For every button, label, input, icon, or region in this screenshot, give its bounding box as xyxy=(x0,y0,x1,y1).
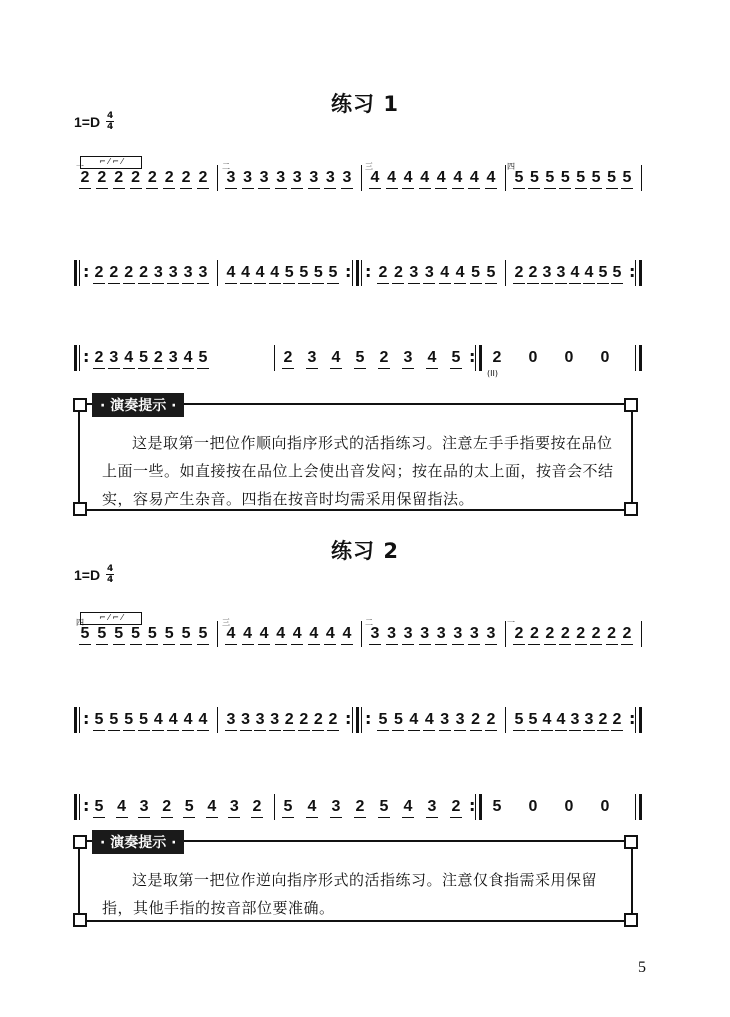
ex1-row3: : 2 3 4 5 2 3 4 5 2 3 4 5 2 3 4 5 : 2 0 0 0 (II) xyxy=(74,343,644,373)
measure: 5 5 4 4 3 3 2 2 xyxy=(372,705,502,735)
measure: 4 4 4 4 5 5 5 5 xyxy=(220,258,344,288)
fingering-marks: ⌐ ⁄ ⌐ ⁄ xyxy=(80,612,142,625)
exercise-2-key xyxy=(74,565,114,584)
tip-text: 这是取第一把位作顺向指序形式的活指练习。注意左手手指要按在品位上面一些。如直接按在品位上会使出音发闷；按在品的太上面，按音会不结实，容易产生杂音。四指在按音时均需采用保留指法。 xyxy=(102,434,614,508)
measure: 3 3 3 3 3 3 3 3 xyxy=(364,619,502,649)
string-mark: 三 xyxy=(222,618,230,627)
ex2-row2: : 5 5 5 5 4 4 4 4 3 3 3 3 2 2 2 2 : : 5 5 4 4 3 3 2 2 5 5 4 4 3 3 2 2 : xyxy=(74,705,644,735)
string-position: (II) xyxy=(487,369,498,378)
measure: 4 4 4 4 4 4 4 4 xyxy=(364,163,502,193)
string-mark: 四 xyxy=(507,162,515,171)
tip-label: · 演奏提示 · xyxy=(92,830,184,854)
measure: 5 4 3 2 5 4 3 2 xyxy=(88,792,268,822)
playing-tip-box xyxy=(78,398,633,511)
exercise-2-title: 练习 2 xyxy=(331,539,399,563)
time-signature: $\frac{4}{4}$ xyxy=(106,111,114,132)
tip-text: 这是取第一把位作逆向指序形式的活指练习。注意仅食指需采用保留指，其他手指的按音部位要准确。 xyxy=(102,871,598,917)
ex2-row1 xyxy=(74,619,644,649)
measure: 2 3 4 5 2 3 4 5 xyxy=(88,343,214,373)
string-mark: 一 xyxy=(507,618,515,627)
key-signature: 1=D xyxy=(74,113,101,130)
measure: 3 3 3 3 2 2 2 2 xyxy=(220,705,344,735)
ex1-row2: : 2 2 2 2 3 3 3 3 4 4 4 4 5 5 5 5 : : 2 2 3 3 4 4 5 5 2 2 3 3 4 4 5 5 : xyxy=(74,258,644,288)
tip-label: · 演奏提示 · xyxy=(92,393,184,417)
ex2-row3: : 5 4 3 2 5 4 3 2 5 4 3 2 5 4 3 2 : 5 0 0 0 xyxy=(74,792,644,822)
measure: 5 4 3 2 5 4 3 2 xyxy=(277,792,467,822)
page-number: 5 xyxy=(638,959,646,976)
measure: 2 0 0 0 xyxy=(492,349,610,366)
playing-tip-box xyxy=(78,835,633,922)
measure: 2 2 2 2 3 3 3 3 xyxy=(88,258,214,288)
measure: 2 2 2 2 2 2 2 2 xyxy=(508,619,638,649)
measure: 3 3 3 3 3 3 3 3 xyxy=(220,163,358,193)
measure: 2 2 2 2 2 2 2 2 xyxy=(74,163,214,193)
time-signature: $\frac{4}{4}$ xyxy=(106,564,114,585)
measure: 5 5 5 5 4 4 4 4 xyxy=(88,705,214,735)
measure: 5 5 4 4 3 3 2 2 xyxy=(508,705,628,735)
measure: 5 5 5 5 5 5 5 5 xyxy=(508,163,638,193)
string-mark: 二 xyxy=(365,618,373,627)
string-mark: 三 xyxy=(365,162,373,171)
string-mark: 二 xyxy=(222,162,230,171)
measure: 2 2 3 3 4 4 5 5 xyxy=(508,258,628,288)
exercise-1-title: 练习 1 xyxy=(331,92,399,116)
exercise-1-key xyxy=(74,112,114,131)
ex1-row1 xyxy=(74,163,644,193)
measure: 4 4 4 4 4 4 4 4 xyxy=(220,619,358,649)
measure: 5 5 5 5 5 5 5 5 xyxy=(74,619,214,649)
measure: 2 3 4 5 2 3 4 5 xyxy=(277,343,467,373)
key-signature: 1=D xyxy=(74,566,101,583)
string-mark: 一 xyxy=(76,162,84,171)
measure: 5 0 0 0 xyxy=(492,798,610,815)
fingering-marks: ⌐ ⁄ ⌐ ⁄ xyxy=(80,156,142,169)
string-mark: 四 xyxy=(76,618,84,627)
measure: 2 2 3 3 4 4 5 5 xyxy=(372,258,502,288)
